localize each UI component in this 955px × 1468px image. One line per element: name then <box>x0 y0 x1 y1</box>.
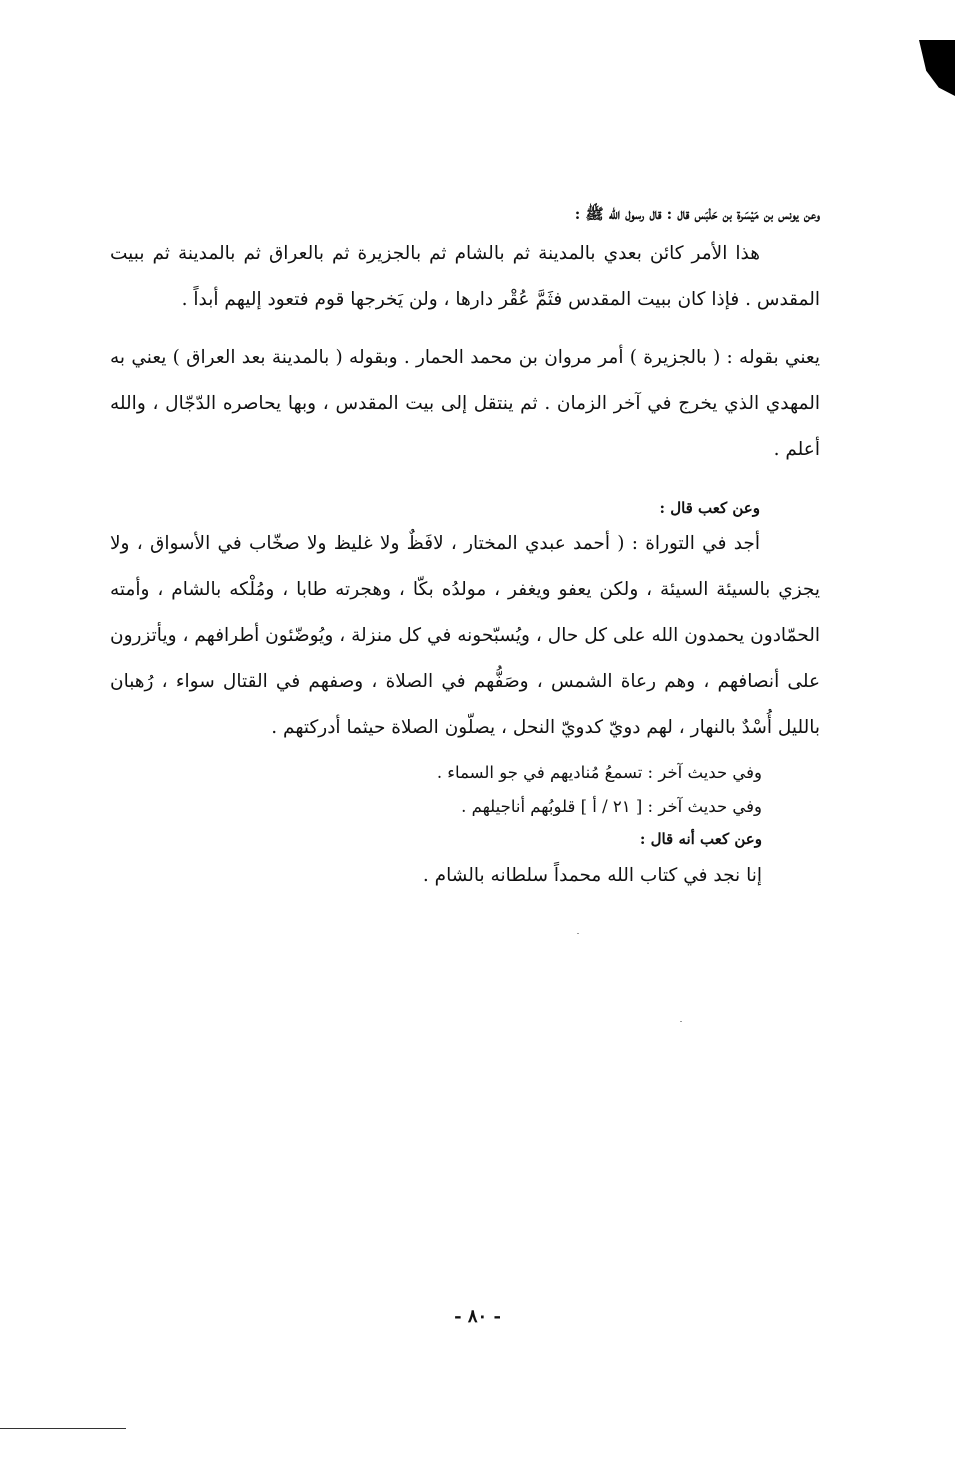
section-3-intro: وعن كعب قال : <box>659 499 760 517</box>
section-5-body: إنا نجد في كتاب الله محمداً سلطانه بالشام . <box>422 865 762 886</box>
section-1-body: هذا الأمر كائن بعدي بالمدينة ثم بالشام ثم بالجزيرة ثم بالعراق ثم بالمدينة ثم ببيت المقدس . فإذا كان ببيت المقدس فثَمَّ عُقْر دارها ، ولن يَخرجها قوم فتعود إليهم أبداً . <box>110 243 820 310</box>
section-4 <box>280 756 762 898</box>
section-3-body: أجد في التوراة : ( أحمد عبدي المختار ، لافَظٌ ولا غليظ ولا صخّاب في الأسواق ، ولا يجزي بالسيئة السيئة ، ولكن يعفو ويغفر ، مولدُه بكّا ، وهجرته طابا ، ومُلْكه بالشام ، وأمته الحمّادون يحمدون الله على كل حال ، ويُسبّحونه في كل منزلة ، ويُوضّئون أطرافهم ، ويأتزرون على أنصافهم ، وهم رعاة الشمس ، وصَفُّهم في الصلاة ، وصفهم في القتال سواء ، رُهبان بالليل أُسْدٌ بالنهار ، لهم دويّ كدويّ النحل ، يصلّون الصلاة حيثما أدركتهم . <box>110 533 820 738</box>
section-1-intro: وعن يونس بن مَيْسَرة بن حَلْبَس قال : قال رسول الله ﷺ : <box>574 205 820 223</box>
section-2-body: يعني بقوله : ( بالجزيرة ) أمر مروان بن محمد الحمار . وبقوله ( بالمدينة بعد العراق ) يعني به المهدي الذي يخرج في آخر الزمان . ثم ينتقل إلى بيت المقدس ، وبها يحاصره الدّجّال ، والله أعلم . <box>110 347 820 460</box>
section-4-line-2: وفي حديث آخر : [ ٢١ / أ ] قلوبُهم أناجيلهم . <box>461 797 762 816</box>
section-5-intro: وعن كعب أنه قال : <box>639 830 762 848</box>
corner-scan-mark <box>919 40 955 96</box>
footnote-rule <box>0 1428 126 1429</box>
page-number: - ٨٠ - <box>454 1306 501 1327</box>
section-2 <box>110 335 820 473</box>
section-4-line-1: وفي حديث آخر : تسمعُ مُناديهم في جو السماء . <box>436 763 762 782</box>
section-1 <box>110 203 820 323</box>
scan-speck <box>577 933 579 934</box>
section-3 <box>110 497 820 751</box>
scan-speck <box>680 1021 682 1022</box>
